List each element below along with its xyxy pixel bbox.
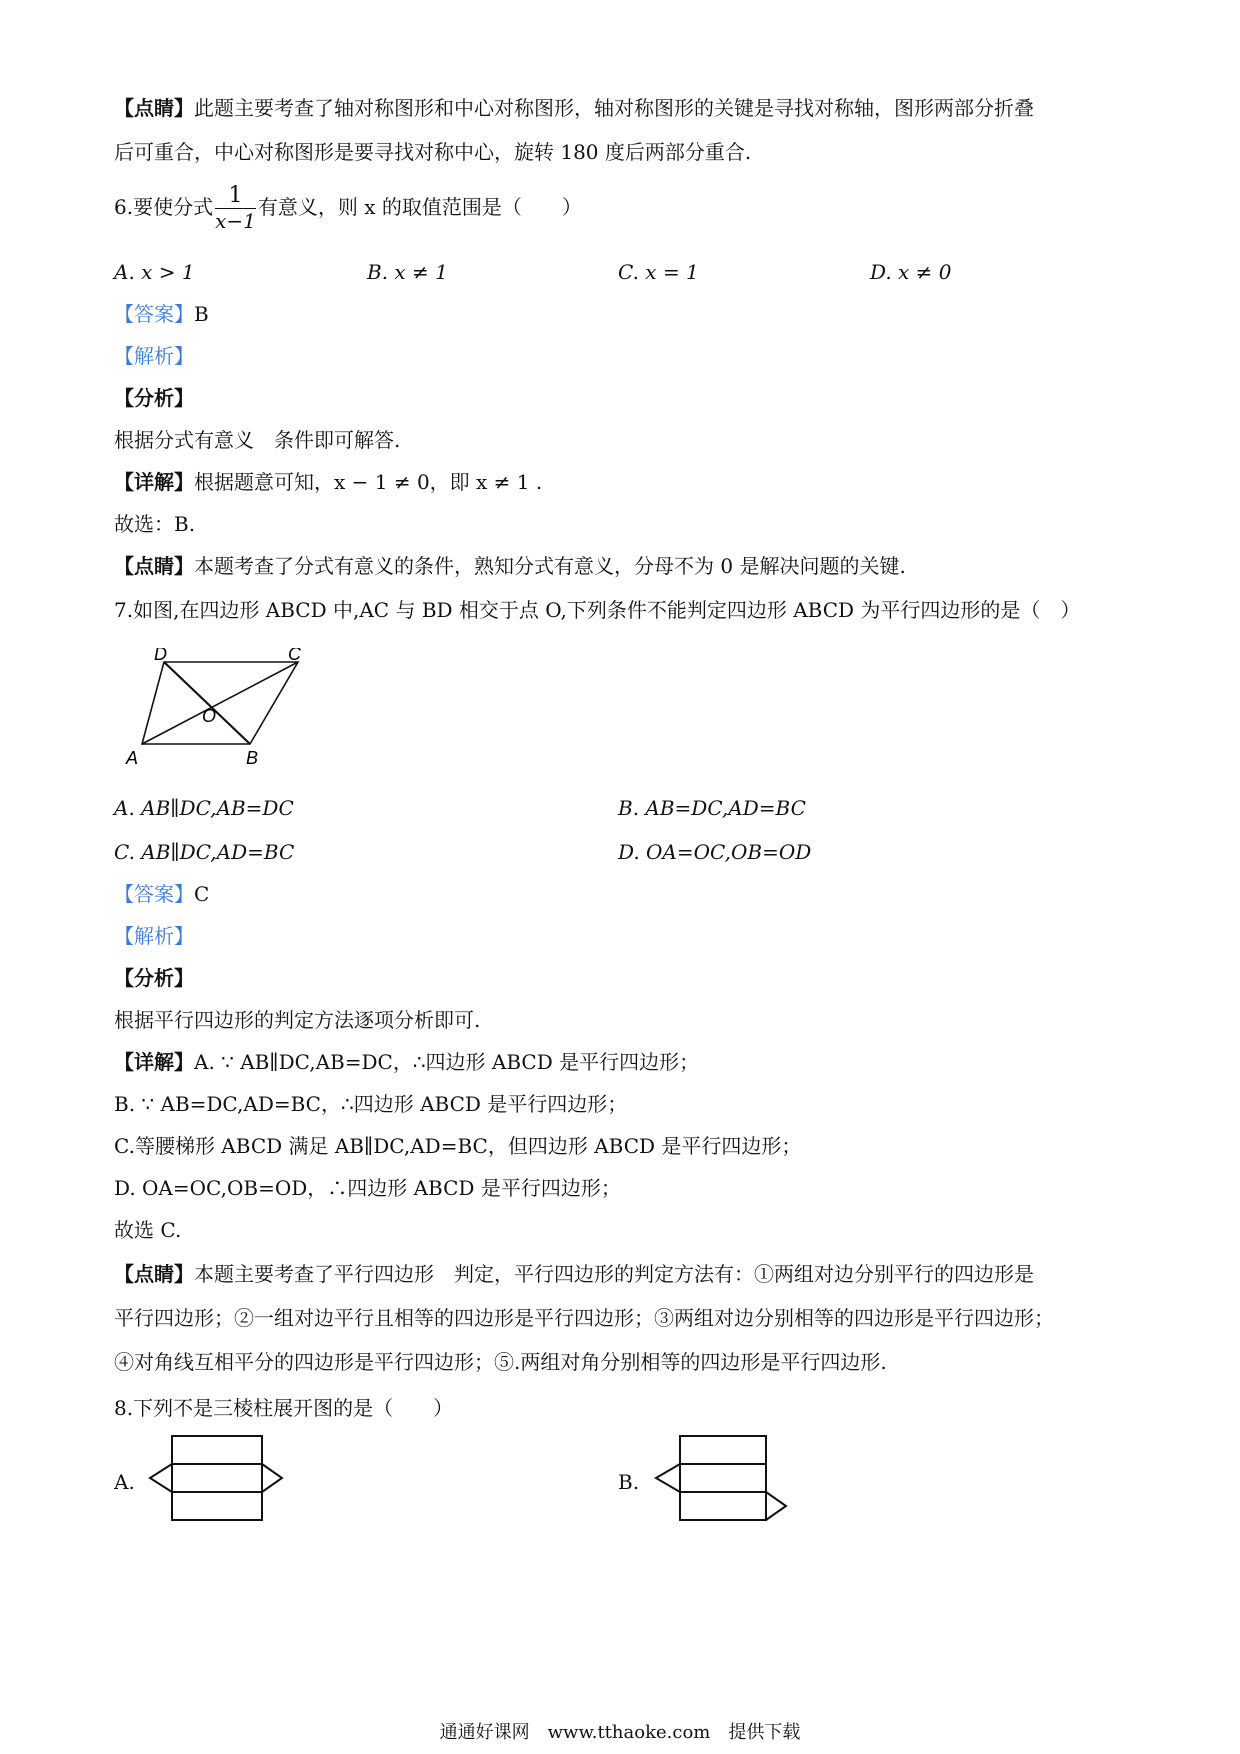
q6-remark: 【点睛】本题考查了分式有意义的条件，熟知分式有意义，分母不为 0 是解决问题的关键. — [114, 554, 906, 578]
q7-choose: 故选 C. — [114, 1218, 182, 1242]
q7-answer: 【答案】C — [114, 882, 210, 906]
q6-detail: 【详解】根据题意可知，x − 1 ≠ 0，即 x ≠ 1 . — [114, 470, 543, 494]
q7-parallelogram-figure — [120, 648, 320, 768]
q7-detail-a: 【详解】A. ∵ AB∥DC,AB=DC，∴四边形 ABCD 是平行四边形； — [114, 1050, 700, 1074]
q7-detail-b: B. ∵ AB=DC,AD=BC，∴四边形 ABCD 是平行四边形； — [114, 1092, 628, 1116]
q7-label-d: D — [154, 648, 167, 664]
q8-option-a-net — [146, 1432, 286, 1526]
q6-option-b: B. x ≠ 1 — [367, 260, 448, 284]
q6-analysis-tag: 【解析】 — [114, 344, 194, 368]
q7-option-c: C. AB∥DC,AD=BC — [114, 840, 295, 864]
q7-fenxi: 根据平行四边形的判定方法逐项分析即可. — [114, 1008, 481, 1032]
q7-analysis-tag: 【解析】 — [114, 924, 194, 948]
q6-choose: 故选：B. — [114, 512, 196, 536]
q6-answer: 【答案】B — [114, 302, 209, 326]
q7-diagonal-bd — [164, 662, 250, 744]
q8-option-b-net — [650, 1432, 790, 1526]
q7-option-b: B. AB=DC,AD=BC — [618, 796, 806, 820]
q7-detail-c: C.等腰梯形 ABCD 满足 AB∥DC,AD=BC，但四边形 ABCD 是平行四边形； — [114, 1134, 802, 1158]
q6-fenxi: 根据分式有意义 条件即可解答. — [114, 428, 401, 452]
q7-remark-line3: ④对角线互相平分的四边形是平行四边形；⑤.两组对角分别相等的四边形是平行四边形. — [114, 1350, 887, 1374]
q6-fenxi-tag: 【分析】 — [114, 386, 194, 410]
page-footer: 通通好课网 www.tthaoke.com 提供下载 — [439, 1722, 801, 1743]
q6-option-d: D. x ≠ 0 — [870, 260, 952, 284]
q7-remark-line1: 【点睛】本题主要考查了平行四边形 判定，平行四边形的判定方法有：①两组对边分别平行的四边形是 — [114, 1262, 1034, 1286]
q8-option-b-label: B. — [618, 1470, 640, 1494]
q7-option-d: D. OA=OC,OB=OD — [618, 840, 812, 864]
q7-label-a: A — [126, 748, 139, 768]
q7-label-o: O — [202, 706, 217, 726]
q6-option-c: C. x = 1 — [618, 260, 699, 284]
q6-stem: 6.要使分式 $\frac{1}{x-1}$ 有意义，则 x 的取值范围是（ ） — [114, 183, 582, 233]
q7-label-b: B — [246, 748, 259, 768]
p5-remark-line1: 【点睛】此题主要考查了轴对称图形和中心对称图形，轴对称图形的关键是寻找对称轴，图形两部分折叠 — [114, 96, 1034, 120]
q7-remark-line2: 平行四边形；②一组对边平行且相等的四边形是平行四边形；③两组对边分别相等的四边形是平行四边形； — [114, 1306, 1054, 1330]
q6-fraction: $\frac{1}{x-1}$ — [215, 183, 256, 233]
q7-stem: 7.如图,在四边形 ABCD 中,AC 与 BD 相交于点 O,下列条件不能判定四边形 ABCD 为平行四边形的是（ ） — [114, 598, 1081, 622]
q7-fenxi-tag: 【分析】 — [114, 966, 194, 990]
q6-option-a: A. x > 1 — [114, 260, 195, 284]
q7-label-c: C — [288, 648, 301, 664]
q8-option-a-label: A. — [114, 1470, 135, 1494]
q8-stem: 8.下列不是三棱柱展开图的是（ ） — [114, 1396, 454, 1420]
p5-remark-line2: 后可重合，中心对称图形是要寻找对称中心，旋转 180 度后两部分重合. — [114, 140, 752, 164]
q7-detail-d: D. OA=OC,OB=OD，∴四边形 ABCD 是平行四边形； — [114, 1176, 621, 1200]
q7-option-a: A. AB∥DC,AB=DC — [114, 796, 294, 820]
